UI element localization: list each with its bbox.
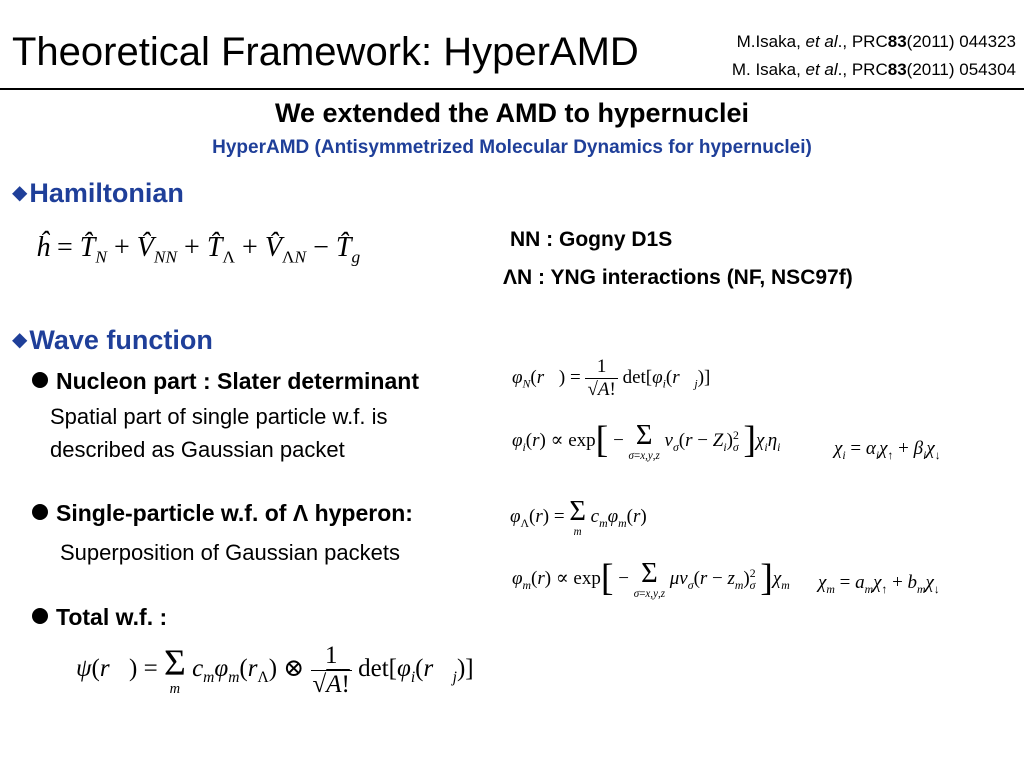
diamond-bullet-icon: ◆ xyxy=(12,182,28,204)
bullet-dot-icon xyxy=(32,372,48,388)
nucleon-part-item: Nucleon part : Slater determinant xyxy=(32,368,419,395)
bullet-dot-icon xyxy=(32,608,48,624)
reference-1: M.Isaka, et al., PRC83(2011) 044323 xyxy=(736,32,1016,51)
bullet-dot-icon xyxy=(32,504,48,520)
total-wf-item: Total w.f. : xyxy=(32,604,167,631)
nucleon-desc-line-2: described as Gaussian packet xyxy=(50,437,345,462)
nucleon-slater-equation: $\varphi_N(r⃗)$ = $\frac{1}{√A!}$ $\det[\varphi_i(r⃗_j)]$ xyxy=(512,356,711,400)
slide-title: Theoretical Framework: HyperAMD xyxy=(12,30,639,74)
hyperon-item: Single-particle w.f. of Λ hyperon: xyxy=(32,500,413,527)
wave-function-heading: ◆Wave function xyxy=(12,325,213,355)
hyperon-gaussian-equation: $\varphi_m(r) \propto \exp$[ − Σ σ=x,y,z $\mu\nu_\sigma(r - z_m)^2_\sigma$ ]$\chi_m$ xyxy=(512,557,790,600)
nucleon-desc-line-1: Spatial part of single particle w.f. is xyxy=(50,404,388,429)
nucleon-spin-equation: $\chi_i = \alpha_i\chi_↑ + \beta_i\chi_↓$ xyxy=(834,438,941,462)
hamiltonian-heading: ◆Hamiltonian xyxy=(12,178,184,208)
title-divider xyxy=(0,88,1024,90)
hyperon-superposition-equation: $\varphi_\Lambda(r)$ = Σ m $c_m\varphi_m(r)$ xyxy=(510,496,647,538)
subheadline: HyperAMD (Antisymmetrized Molecular Dynamics for hypernuclei) xyxy=(212,137,812,158)
hamiltonian-equation: ĥ = $T̂_N$ + $V̂_{NN}$ + $T̂_\Lambda$ + $V̂_{\Lambda N}$ − $T̂_g$ xyxy=(36,232,361,267)
headline: We extended the AMD to hypernuclei xyxy=(274,98,750,128)
hyperon-spin-equation: $\chi_m = a_m\chi_↑ + b_m\chi_↓$ xyxy=(818,572,940,596)
total-wf-equation: ψ(r⃗) = Σ m $c_m\varphi_m(r_\Lambda)$ ⊗ $\frac{1}{√A!}$ $\det[\varphi_i(r⃗_j)]$ xyxy=(76,642,474,698)
hyperon-desc: Superposition of Gaussian packets xyxy=(60,540,400,565)
lambda-n-interaction: ΛN : YNG interactions (NF, NSC97f) xyxy=(503,266,853,289)
nn-interaction: NN : Gogny D1S xyxy=(510,228,673,251)
reference-2: M. Isaka, et al., PRC83(2011) 054304 xyxy=(731,60,1016,79)
references xyxy=(732,28,1016,84)
nucleon-gaussian-equation: $\varphi_i(r) \propto \exp$[ − Σ σ=x,y,z $\nu_\sigma(r - Z_i)^2_\sigma$ ]$\chi_i\eta_i$ xyxy=(512,419,781,462)
diamond-bullet-icon: ◆ xyxy=(12,329,28,351)
